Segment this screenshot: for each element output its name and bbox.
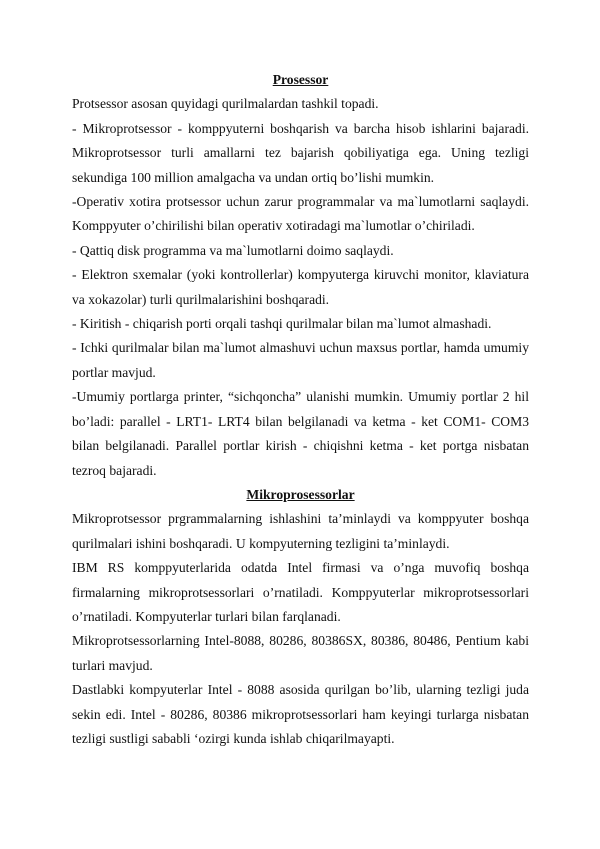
paragraph: - Mikroprotsessor - komppyuterni boshqarish va barcha hisob ishlarini bajaradi. Mikroprotsessor turli amallarni tez bajarish qobiliyatiga ega. Uning tezligi sekundiga 100 million amalgacha va undan ortiq bo’lishi mumkin. [72, 120, 529, 185]
paragraph: Mikroprotsessorlarning Intel-8088, 80286, 80386SX, 80386, 80486, Pentium kabi turlari mavjud. [72, 633, 529, 673]
paragraph: - Qattiq disk programma va ma`lumotlarni doimo saqlaydi. [72, 242, 394, 258]
paragraph: - Kiritish - chiqarish porti orqali tashqi qurilmalar bilan ma`lumot almashadi. [72, 316, 492, 332]
paragraph: - Elektron sxemalar (yoki kontrollerlar) kompyuterga kiruvchi monitor, klaviatura va xokazolar) turli qurilmalarishini boshqaradi. [72, 267, 529, 307]
section-title-prosessor: Prosessor [272, 72, 329, 87]
paragraph: IBM RS komppyuterlarida odatda Intel firmasi va o’nga muvofiq boshqa firmalarning mikroprotsessorlari o’rnatiladi. Komppyuterlar mikroprotsessorlari o’rnatiladi. Kompyuterlar turlari bilan farqlanadi. [72, 560, 529, 624]
paragraph: Dastlabki kompyuterlar Intel - 8088 asosida qurilgan bo’lib, ularning tezligi juda sekin edi. Intel - 80286, 80386 mikroprotsessorlari ham keyingi turlarga nisbatan tezligi sustligi sababli ‘ozirgi kunda ishlab chiqarilmayapti. [72, 682, 529, 746]
section-title-mikroprosessorlar: Mikroprosessorlar [246, 486, 355, 502]
paragraph: Protsessor asosan quyidagi qurilmalardan tashkil topadi. [72, 96, 379, 112]
paragraph: Mikroprotsessor prgrammalarning ishlashini ta’minlaydi va komppyuter boshqa qurilmalari ishini boshqaradi. U kompyuterning tezligini ta’minlaydi. [72, 511, 529, 551]
document-page [72, 68, 529, 751]
paragraph: -Umumiy portlarga printer, “sichqoncha” ulanishi mumkin. Umumiy portlar 2 hil bo’ladi: parallel - LRT1- LRT4 bilan belgilanadi va ketma - ket COM1- COM3 bilan belgilanadi. Parallel portlar kirish - chiqishni ketma - ket portga nisbatan tezroq bajaradi. [72, 389, 529, 478]
paragraph: - Ichki qurilmalar bilan ma`lumot almashuvi uchun maxsus portlar, hamda umumiy portlar mavjud. [72, 340, 529, 380]
paragraph: -Operativ xotira protsessor uchun zarur programmalar va ma`lumotlarni saqlaydi. Komppyuter o’chirilishi bilan operativ xotiradagi ma`lumotlar o’chiriladi. [72, 194, 529, 234]
